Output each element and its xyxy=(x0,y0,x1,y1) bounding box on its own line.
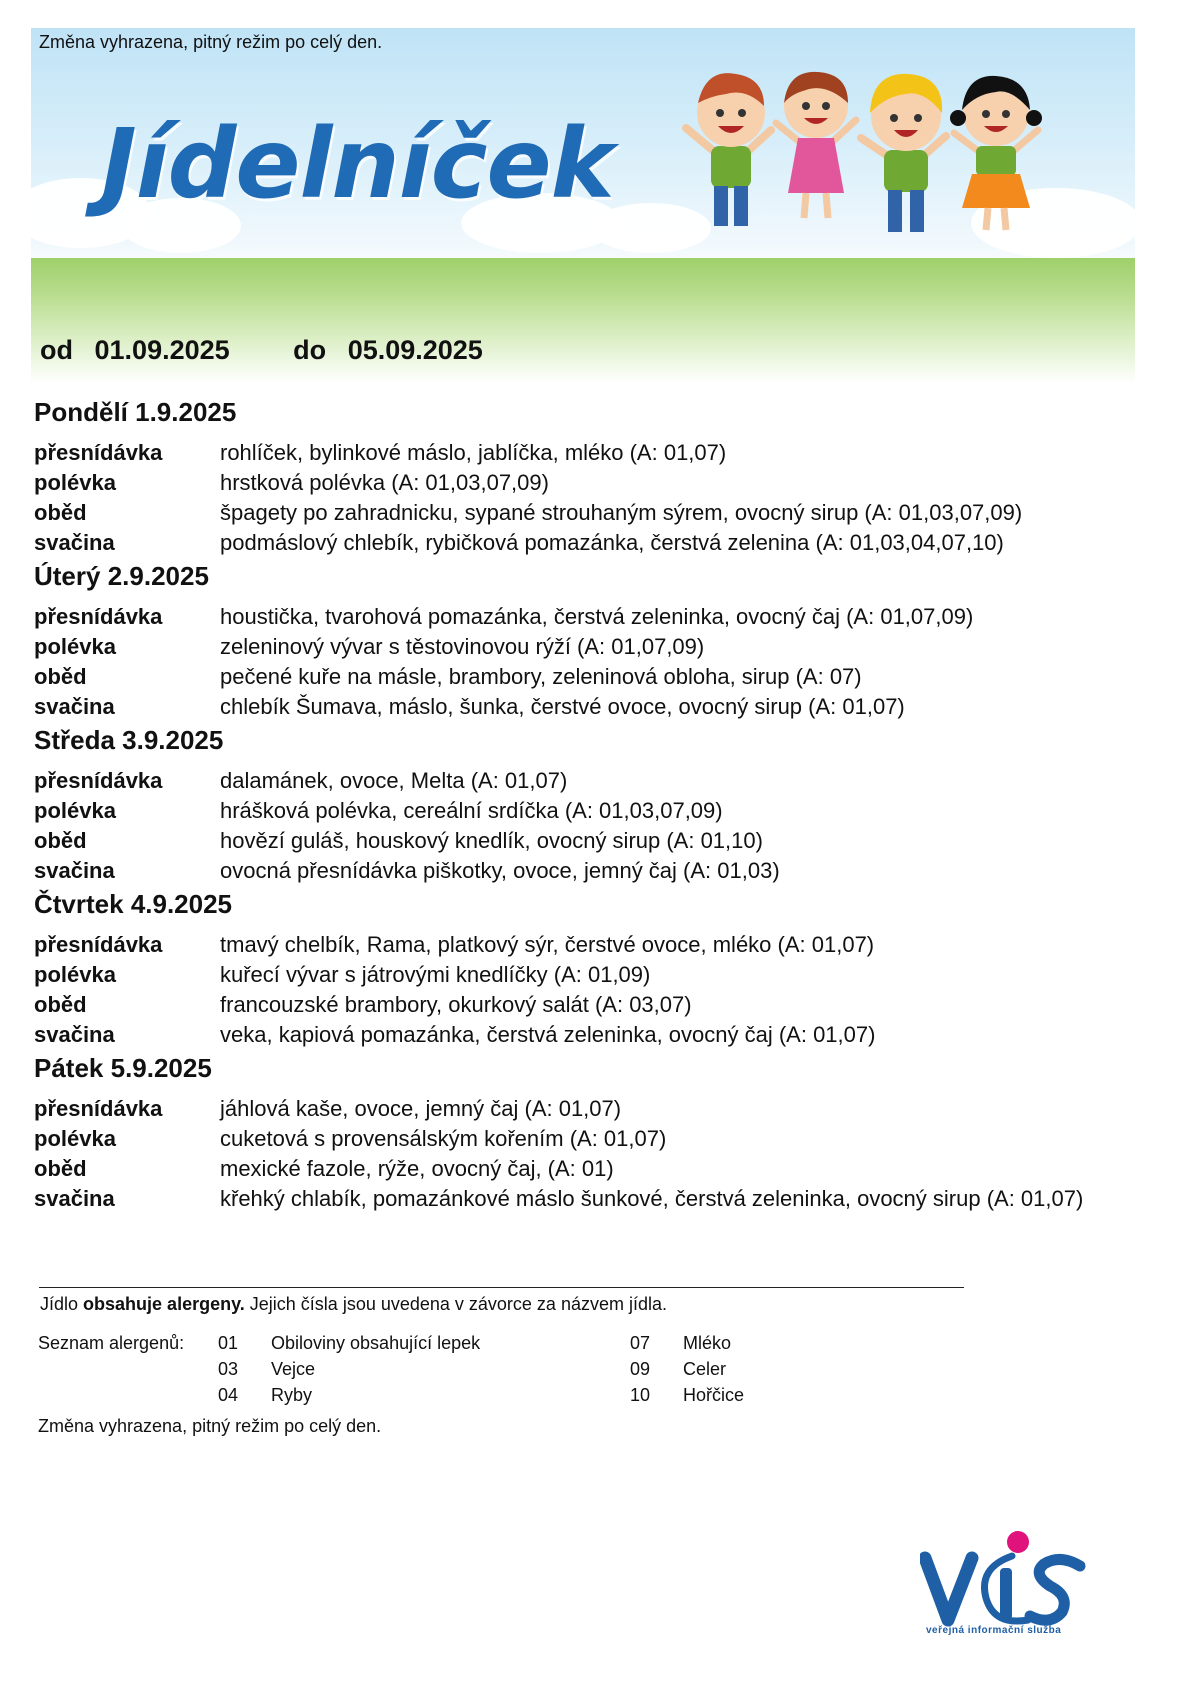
meal-row xyxy=(34,990,1144,1020)
meal-label: přesnídávka xyxy=(34,932,163,957)
meal-text: francouzské brambory, okurkový salát (A: 03,07) xyxy=(220,992,692,1017)
day-thursday xyxy=(34,886,1144,1050)
header-note: Změna vyhrazena, pitný režim po celý den. xyxy=(39,32,383,52)
meal-text: kuřecí vývar s játrovými knedlíčky (A: 01,09) xyxy=(220,962,651,987)
meal-label: polévka xyxy=(34,798,116,823)
allergen-name: Obiloviny obsahující lepek xyxy=(271,1333,481,1353)
divider xyxy=(39,1287,964,1288)
meal-label: oběd xyxy=(34,664,87,689)
day-tuesday xyxy=(34,558,1144,722)
meal-text: hrášková polévka, cereální srdíčka (A: 01,03,07,09) xyxy=(220,798,723,823)
allergen-item xyxy=(630,1382,744,1408)
meal-label: polévka xyxy=(34,634,116,659)
header-banner xyxy=(31,28,1135,383)
meal-row xyxy=(34,468,1144,498)
meal-row xyxy=(34,1184,1144,1214)
meal-row xyxy=(34,930,1144,960)
meal-row xyxy=(34,662,1144,692)
meal-label: svačina xyxy=(34,858,115,883)
meal-label: svačina xyxy=(34,694,115,719)
meal-row xyxy=(34,1124,1144,1154)
meal-text: křehký chlabík, pomazánkové máslo šunkové, čerstvá zeleninka, ovocný sirup (A: 01,07) xyxy=(220,1186,1084,1211)
meal-text: dalamánek, ovoce, Melta (A: 01,07) xyxy=(220,768,568,793)
meal-label: polévka xyxy=(34,470,116,495)
allergen-name: Ryby xyxy=(271,1385,313,1405)
meal-text: hovězí guláš, houskový knedlík, ovocný sirup (A: 01,10) xyxy=(220,828,763,853)
meal-text: cuketová s provensálským kořením (A: 01,07) xyxy=(220,1126,667,1151)
meal-row xyxy=(34,1154,1144,1184)
allergen-code: 03 xyxy=(218,1359,239,1379)
meal-row xyxy=(34,1020,1144,1050)
meal-row xyxy=(34,1094,1144,1124)
meal-label: přesnídávka xyxy=(34,1096,163,1121)
meal-text: chlebík Šumava, máslo, šunka, čerstvé ovoce, ovocný sirup (A: 01,07) xyxy=(220,694,905,719)
meal-text: pečené kuře na másle, brambory, zeleninová obloha, sirup (A: 07) xyxy=(220,664,862,689)
allergen-note xyxy=(40,1294,667,1315)
page-title: Jídelníček xyxy=(101,108,614,220)
period-from-label: od xyxy=(40,335,73,365)
allergen-name: Hořčice xyxy=(683,1385,745,1405)
meal-label: polévka xyxy=(34,962,116,987)
meal-row xyxy=(34,796,1144,826)
meal-label: oběd xyxy=(34,1156,87,1181)
period-to-label: do xyxy=(293,335,327,365)
day-wednesday xyxy=(34,722,1144,886)
meal-text: veka, kapiová pomazánka, čerstvá zeleninka, ovocný čaj (A: 01,07) xyxy=(220,1022,876,1047)
allergen-name: Mléko xyxy=(683,1333,732,1353)
allergen-list-label: Seznam alergenů: xyxy=(38,1333,185,1353)
meal-label: oběd xyxy=(34,500,87,525)
meal-row xyxy=(34,602,1144,632)
allergen-code: 04 xyxy=(218,1385,239,1405)
meal-row xyxy=(34,766,1144,796)
allergen-note-bold: obsahuje alergeny. xyxy=(83,1294,245,1314)
meal-row xyxy=(34,692,1144,722)
day-title: Pátek 5.9.2025 xyxy=(34,1053,212,1083)
meal-text: mexické fazole, rýže, ovocný čaj, (A: 01) xyxy=(220,1156,614,1181)
menu-period xyxy=(40,335,483,366)
meal-label: oběd xyxy=(34,992,87,1017)
day-title: Úterý 2.9.2025 xyxy=(34,561,209,591)
allergen-code: 09 xyxy=(630,1359,651,1379)
allergen-item xyxy=(630,1356,726,1382)
meal-label: svačina xyxy=(34,530,115,555)
meal-text: rohlíček, bylinkové máslo, jablíčka, mléko (A: 01,07) xyxy=(220,440,727,465)
meal-row xyxy=(34,498,1144,528)
meal-row xyxy=(34,632,1144,662)
logo-subtitle: veřejná informační služba xyxy=(926,1625,1062,1636)
allergen-name: Vejce xyxy=(271,1359,316,1379)
meal-text: jáhlová kaše, ovoce, jemný čaj (A: 01,07) xyxy=(220,1096,622,1121)
meal-label: svačina xyxy=(34,1022,115,1047)
meal-text: ovocná přesnídávka piškotky, ovoce, jemný čaj (A: 01,03) xyxy=(220,858,780,883)
meal-text: tmavý chelbík, Rama, platkový sýr, čerstvé ovoce, mléko (A: 01,07) xyxy=(220,932,875,957)
meal-label: oběd xyxy=(34,828,87,853)
weekly-menu xyxy=(34,394,1144,1214)
meal-row xyxy=(34,960,1144,990)
meal-text: špagety po zahradnicku, sypané strouhaným sýrem, ovocný sirup (A: 01,03,07,09) xyxy=(220,500,1023,525)
allergen-item xyxy=(218,1382,312,1408)
day-title: Pondělí 1.9.2025 xyxy=(34,397,237,427)
allergen-name: Celer xyxy=(683,1359,727,1379)
day-monday xyxy=(34,394,1144,558)
allergen-code: 07 xyxy=(630,1333,651,1353)
meal-text: houstička, tvarohová pomazánka, čerstvá zeleninka, ovocný čaj (A: 01,07,09) xyxy=(220,604,974,629)
period-to-date: 05.09.2025 xyxy=(347,335,483,365)
period-from-date: 01.09.2025 xyxy=(94,335,230,365)
meal-text: hrstková polévka (A: 01,03,07,09) xyxy=(220,470,549,495)
meal-label: přesnídávka xyxy=(34,768,163,793)
meal-text: zeleninový vývar s těstovinovou rýží (A: 01,07,09) xyxy=(220,634,705,659)
allergen-item xyxy=(218,1330,480,1356)
day-friday xyxy=(34,1050,1144,1214)
meal-row xyxy=(34,438,1144,468)
meal-row xyxy=(34,856,1144,886)
allergen-code: 10 xyxy=(630,1385,651,1405)
allergen-item xyxy=(630,1330,731,1356)
meal-label: přesnídávka xyxy=(34,440,163,465)
allergen-note-start: Jídlo xyxy=(40,1294,79,1314)
meal-label: přesnídávka xyxy=(34,604,163,629)
allergen-code: 01 xyxy=(218,1333,239,1353)
footer-note: Změna vyhrazena, pitný režim po celý den. xyxy=(38,1416,382,1436)
meal-row xyxy=(34,528,1144,558)
allergen-note-end: Jejich čísla jsou uvedena v závorce za názvem jídla. xyxy=(249,1294,667,1314)
day-title: Čtvrtek 4.9.2025 xyxy=(34,889,233,919)
day-title: Středa 3.9.2025 xyxy=(34,725,224,755)
kids-illustration xyxy=(676,58,1116,268)
meal-label: svačina xyxy=(34,1186,115,1211)
meal-row xyxy=(34,826,1144,856)
meal-label: polévka xyxy=(34,1126,116,1151)
meal-text: podmáslový chlebík, rybičková pomazánka, čerstvá zelenina (A: 01,03,04,07,10) xyxy=(220,530,1004,555)
allergen-item xyxy=(218,1356,315,1382)
